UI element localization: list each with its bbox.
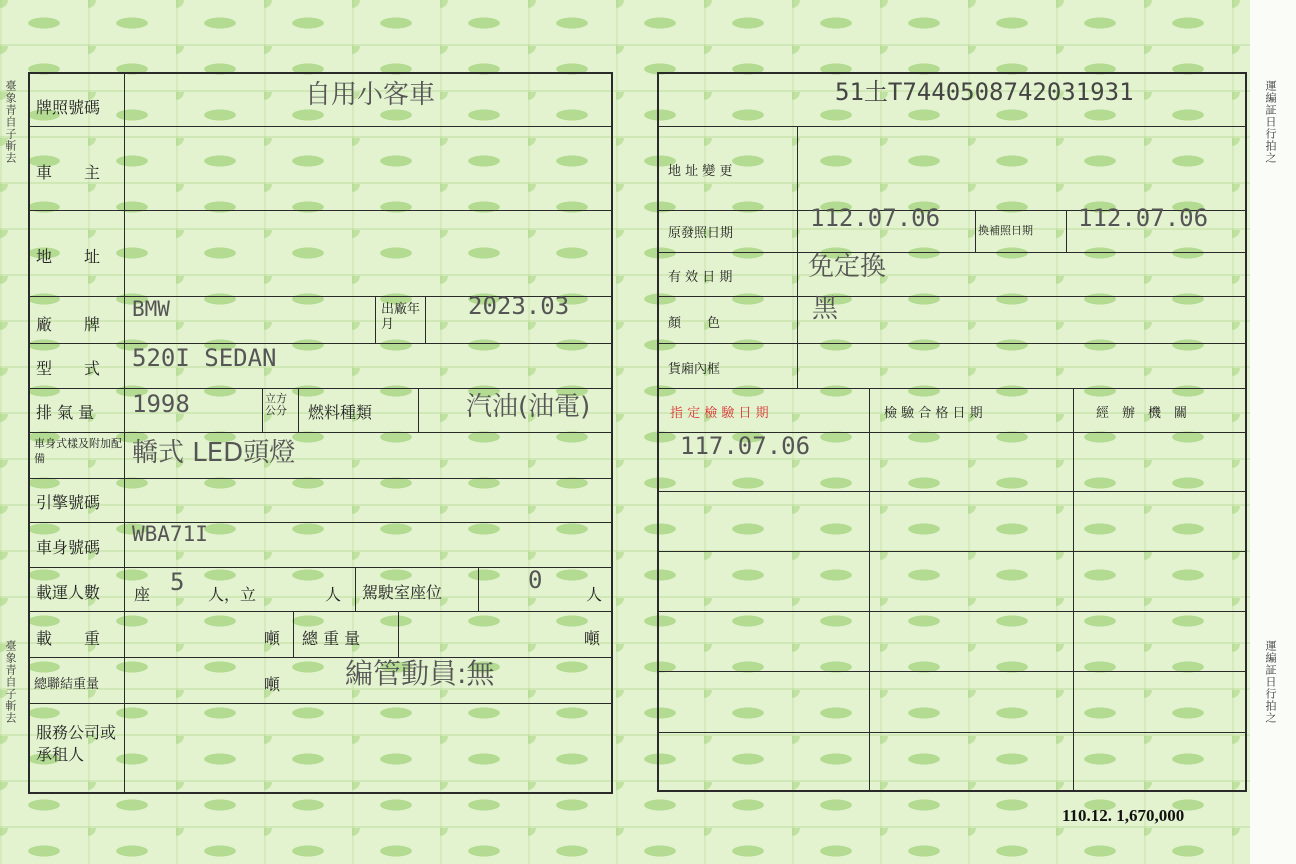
original-issue-date-label: 原發照日期 <box>668 226 734 241</box>
cc-unit-label: 立方公分 <box>265 392 287 417</box>
left-label-divider <box>124 72 125 794</box>
standing-unit: 人 <box>325 585 342 604</box>
model-label: 型 式 <box>36 359 101 378</box>
vin-label: 車身號碼 <box>36 538 101 557</box>
valid-date-label: 有 效 日 期 <box>668 270 733 285</box>
address-change-label: 地 址 變 更 <box>668 164 733 179</box>
load-unit: 噸 <box>264 629 281 648</box>
vin-value: WBA71I <box>132 522 208 546</box>
side-note-left-bottom: 臺象青自子斬去 <box>4 640 17 724</box>
handling-authority-header: 經 辦 機 關 <box>1096 406 1188 421</box>
load-capacity-label: 載 重 <box>36 629 101 648</box>
plate-number-label: 牌照號碼 <box>36 98 101 117</box>
body-style-label: 車身式樣及附加配備 <box>34 437 122 465</box>
passenger-capacity-label: 載運人數 <box>36 583 101 602</box>
fuel-type-value: 汽油(油電) <box>466 392 591 422</box>
seat-count-value: 5 <box>170 568 185 596</box>
manufacture-date-value: 2023.03 <box>468 292 570 320</box>
gross-weight-label: 總 重 量 <box>302 629 361 648</box>
model-value: 520I SEDAN <box>132 344 277 372</box>
reissue-date-label: 換補照日期 <box>978 224 1033 237</box>
cab-seats-value: 0 <box>528 566 543 594</box>
color-label: 顏 色 <box>668 316 721 331</box>
color-value: 黑 <box>812 294 839 324</box>
valid-date-value: 免定換 <box>808 252 887 282</box>
side-note-right-bottom: 運編証日行拍之 <box>1264 640 1277 724</box>
standing-label: 人，立 <box>208 585 257 604</box>
owner-label: 車 主 <box>36 163 101 182</box>
combined-weight-unit: 噸 <box>264 675 281 694</box>
fuel-type-label: 燃料種類 <box>308 403 373 422</box>
registration-table-left <box>28 72 613 794</box>
cab-seats-unit: 人 <box>586 585 603 604</box>
side-note-right-top: 運編証日行拍之 <box>1264 80 1277 164</box>
service-company-label: 服務公司或承租人 <box>36 723 117 764</box>
gross-weight-unit: 噸 <box>584 629 601 648</box>
vehicle-type-value: 自用小客車 <box>305 80 436 110</box>
footer-print-code: 110.12. 1,670,000 <box>1062 806 1185 825</box>
engine-number-label: 引擎號碼 <box>36 493 101 512</box>
address-label: 地 址 <box>36 247 101 266</box>
inspection-passed-header: 檢 驗 合 格 日 期 <box>884 406 983 421</box>
brand-value: BMW <box>132 297 170 321</box>
side-note-left-top: 臺象青自子斬去 <box>4 80 17 164</box>
designated-inspection-header: 指 定 檢 驗 日 期 <box>670 406 769 421</box>
manufacture-date-label: 出廠年月 <box>381 302 421 332</box>
displacement-label: 排 氣 量 <box>36 403 95 422</box>
original-issue-date-value: 112.07.06 <box>810 204 941 232</box>
brand-label: 廠 牌 <box>36 315 101 334</box>
displacement-value: 1998 <box>132 390 190 418</box>
cab-seats-label: 駕駛室座位 <box>362 583 443 602</box>
reissue-date-value: 112.07.06 <box>1078 204 1209 232</box>
seat-label: 座 <box>134 585 151 604</box>
combined-weight-label: 總聯結重量 <box>34 677 100 692</box>
mobilization-note: 編管動員:無 <box>345 657 495 690</box>
body-style-value: 轎式 LED頭燈 <box>132 438 296 468</box>
registration-code: 51土T7440508742031931 <box>835 78 1134 106</box>
inspection-date-value: 117.07.06 <box>680 432 811 460</box>
cargo-frame-label: 貨廂內框 <box>668 362 721 377</box>
